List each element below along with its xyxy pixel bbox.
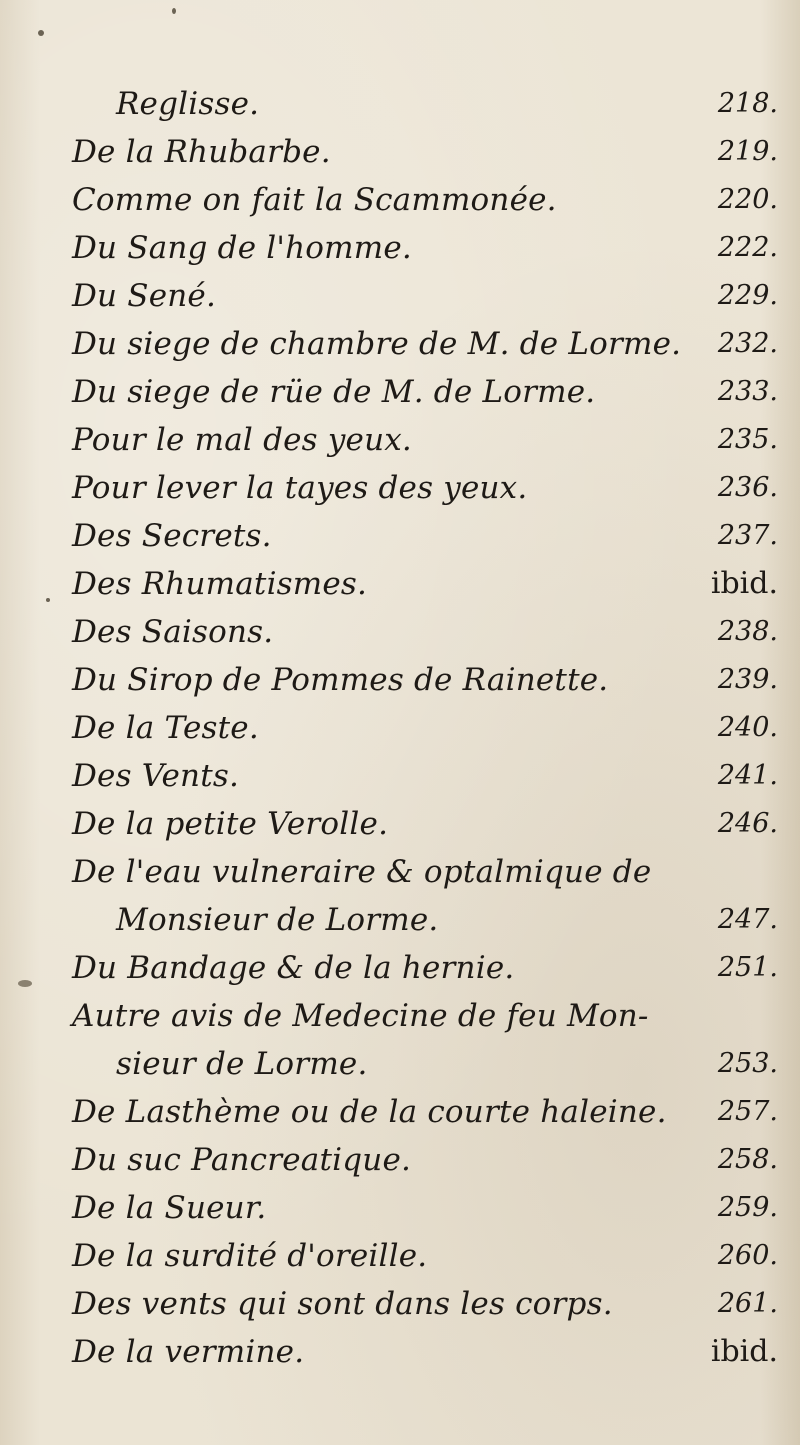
entry-page: 257. <box>717 1096 778 1127</box>
index-entry <box>72 468 778 508</box>
entry-page: 232. <box>717 328 778 359</box>
entry-title: De la Rhubarbe. <box>72 134 331 170</box>
entry-page: 247. <box>717 904 778 935</box>
index-entry <box>72 1236 778 1276</box>
entry-page: 258. <box>717 1144 778 1175</box>
index-entry <box>72 516 778 556</box>
entry-page: 233. <box>717 376 778 407</box>
index-entry <box>72 612 778 652</box>
entry-title: Du Bandage & de la hernie. <box>72 950 515 986</box>
entry-title: De la petite Verolle. <box>72 806 389 842</box>
entry-title: Reglisse. <box>116 86 260 122</box>
entry-page: 238. <box>717 616 778 647</box>
entry-page: 222. <box>717 232 778 263</box>
entry-title: Des Secrets. <box>72 518 272 554</box>
entry-title: Du siege de rüe de M. de Lorme. <box>72 374 596 410</box>
entry-title: Des Rhumatismes. <box>72 566 368 602</box>
index-entry <box>72 132 778 172</box>
entry-title: Des Vents. <box>72 758 240 794</box>
entry-title: sieur de Lorme. <box>116 1046 368 1082</box>
entry-title: Pour le mal des yeux. <box>72 422 412 458</box>
entry-page: 220. <box>717 184 778 215</box>
entry-title: De la Sueur. <box>72 1190 267 1226</box>
index-entry <box>72 996 778 1036</box>
index-entry <box>72 1044 778 1084</box>
index-entry <box>72 180 778 220</box>
index-entry <box>72 228 778 268</box>
entry-title: De la surdité d'oreille. <box>72 1238 428 1274</box>
entry-title: Du Sené. <box>72 278 217 314</box>
entry-page: ibid. <box>710 1334 778 1369</box>
entry-page: 229. <box>717 280 778 311</box>
index-entry <box>72 420 778 460</box>
index-entry <box>72 1284 778 1324</box>
index-entry <box>72 1188 778 1228</box>
index-entry <box>72 564 778 604</box>
entry-page: 260. <box>717 1240 778 1271</box>
index-entry <box>72 1140 778 1180</box>
entry-page: 219. <box>717 136 778 167</box>
entry-title: Autre avis de Medecine de feu Mon- <box>72 998 649 1034</box>
entry-title: Du suc Pancreatique. <box>72 1142 412 1178</box>
entry-title: De Lasthème ou de la courte haleine. <box>72 1094 667 1130</box>
index-entry <box>72 1332 778 1372</box>
index-entry <box>72 372 778 412</box>
entry-title: Pour lever la tayes des yeux. <box>72 470 528 506</box>
index-entry <box>72 276 778 316</box>
entry-title: Du Sirop de Pommes de Rainette. <box>72 662 609 698</box>
entry-page: 239. <box>717 664 778 695</box>
ink-speck <box>18 980 32 987</box>
entry-title: De la vermine. <box>72 1334 305 1370</box>
entry-page: 259. <box>717 1192 778 1223</box>
index-entry <box>72 804 778 844</box>
index-entry <box>72 324 778 364</box>
entry-title: De la Teste. <box>72 710 259 746</box>
entry-title: Monsieur de Lorme. <box>116 902 439 938</box>
ink-speck <box>38 30 44 36</box>
entry-page: ibid. <box>710 566 778 601</box>
ink-speck <box>172 8 176 14</box>
entry-page: 240. <box>717 712 778 743</box>
entry-title: De l'eau vulneraire & optalmique de <box>72 854 652 890</box>
index-entry <box>72 948 778 988</box>
index-entry <box>72 756 778 796</box>
entry-page: 237. <box>717 520 778 551</box>
entry-page: 251. <box>717 952 778 983</box>
entry-title: Des vents qui sont dans les corps. <box>72 1286 613 1322</box>
index-entry <box>72 84 778 124</box>
entry-page: 253. <box>717 1048 778 1079</box>
entry-page: 236. <box>717 472 778 503</box>
index-entry <box>72 708 778 748</box>
entry-page: 218. <box>717 88 778 119</box>
index-entry <box>72 852 778 892</box>
index-entry <box>72 1092 778 1132</box>
entry-page: 241. <box>717 760 778 791</box>
entry-title: Du Sang de l'homme. <box>72 230 412 266</box>
entry-page: 235. <box>717 424 778 455</box>
index-entry <box>72 900 778 940</box>
ink-speck <box>46 598 50 602</box>
entry-title: Des Saisons. <box>72 614 274 650</box>
entry-title: Du siege de chambre de M. de Lorme. <box>72 326 682 362</box>
entry-page: 261. <box>717 1288 778 1319</box>
entry-title: Comme on fait la Scammonée. <box>72 182 557 218</box>
index-entry <box>72 660 778 700</box>
entry-page: 246. <box>717 808 778 839</box>
